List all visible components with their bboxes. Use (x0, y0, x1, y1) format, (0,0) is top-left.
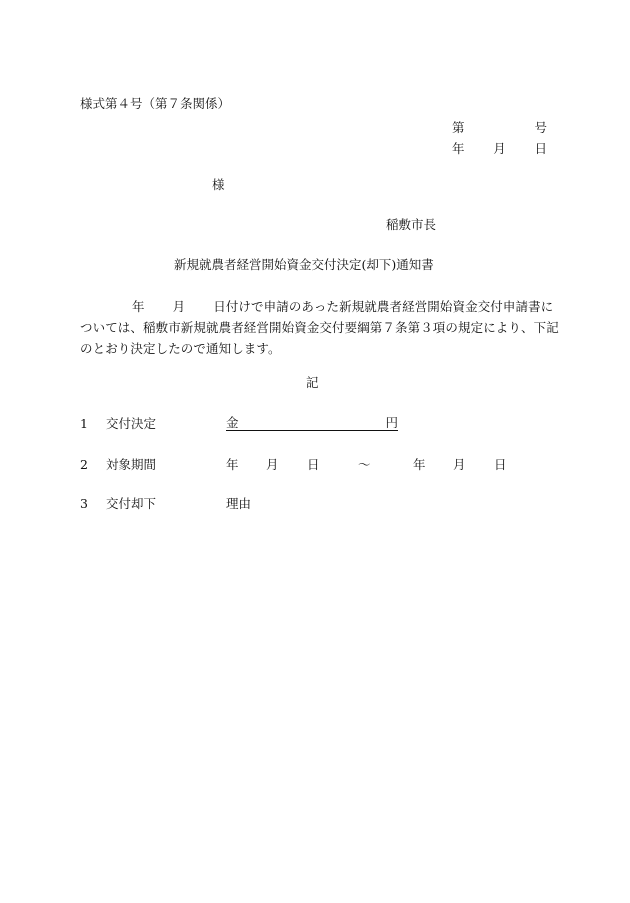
item-number: 1 (80, 416, 88, 431)
number-prefix: 第 (452, 120, 465, 135)
body-year: 年 (132, 299, 145, 314)
body-paragraph (80, 296, 560, 359)
issue-date-day: 日 (534, 141, 547, 156)
start-year: 年 (226, 457, 239, 472)
end-year: 年 (413, 457, 426, 472)
item-grant-rejection (80, 495, 550, 513)
body-text: 日付けで申請のあった新規就農者経営開始資金交付申請書については、稲敷市新規就農者経営開始資金交付要綱第７条第３項の規定により、下記のとおり決定したので通知します。 (80, 299, 559, 356)
item-label: 交付決定 (106, 416, 157, 431)
item-number: 3 (80, 496, 88, 511)
item-label: 対象期間 (106, 457, 157, 472)
form-id: 様式第４号（第７条関係） (80, 96, 231, 111)
amount-field (226, 415, 398, 431)
document-title: 新規就農者経営開始資金交付決定(却下)通知書 (174, 257, 434, 272)
amount-suffix: 円 (385, 415, 398, 430)
end-month: 月 (453, 457, 466, 472)
end-day: 日 (494, 457, 507, 472)
document-number (452, 118, 547, 136)
period-separator: ～ (358, 457, 371, 472)
item-target-period (80, 456, 550, 474)
body-month: 月 (172, 299, 186, 314)
issue-date-year: 年 (452, 141, 465, 156)
issue-date (452, 139, 547, 157)
item-grant-decision (80, 415, 550, 433)
rejection-reason: 理由 (226, 496, 252, 511)
number-suffix: 号 (534, 120, 547, 135)
ki-heading: 記 (306, 375, 319, 390)
issuer: 稲敷市長 (386, 217, 437, 232)
start-day: 日 (307, 457, 320, 472)
addressee: 様 (212, 177, 225, 192)
item-number: 2 (80, 457, 88, 472)
item-label: 交付却下 (106, 496, 157, 511)
start-month: 月 (266, 457, 279, 472)
issue-date-month: 月 (493, 141, 506, 156)
amount-prefix: 金 (226, 415, 239, 430)
